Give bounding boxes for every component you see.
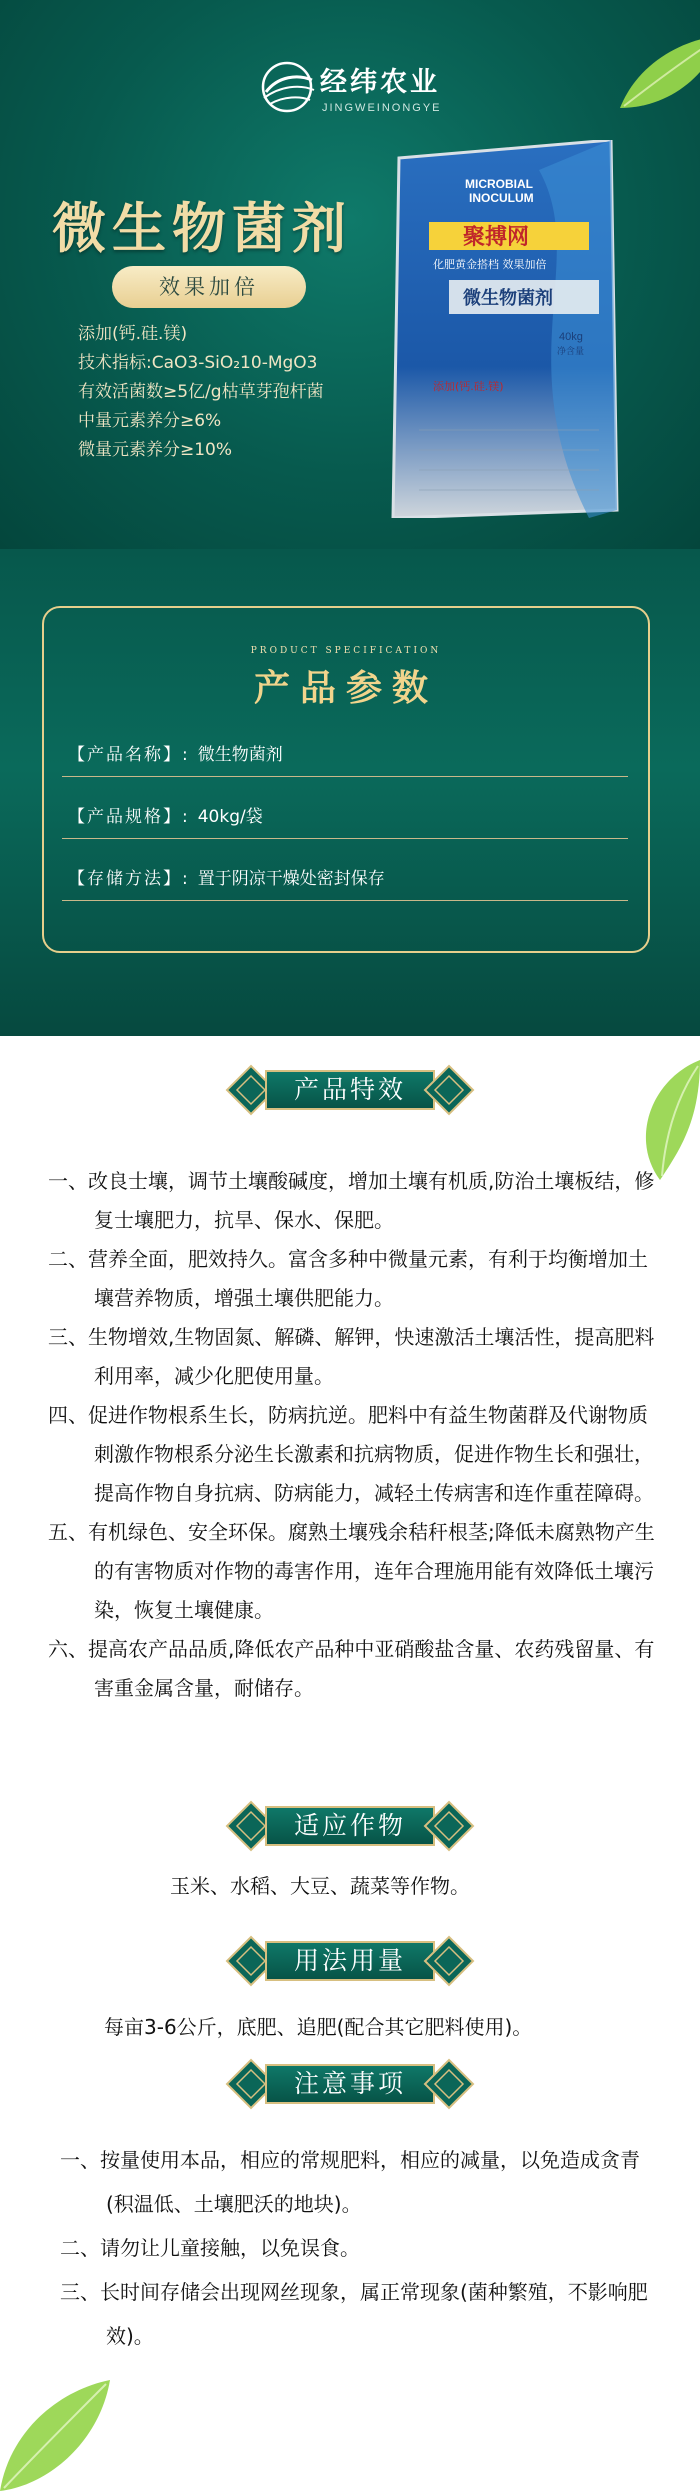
feature-item: 五、有机绿色、安全环保。腐熟土壤残余秸秆根茎;降低未腐熟物产生的有害物质对作物的毒害作用，连年合理施用能有效降低土壤污染，恢复土壤健康。 [48,1520,655,1622]
spec-row-size [62,795,628,839]
bag-label-en1: MICROBIAL [465,177,533,191]
hero-spec-list [78,320,324,465]
spec-value: 40kg/袋 [197,807,263,827]
brand-name-en: JINGWEINONGYE [322,102,442,114]
usage-text: 每亩3-6公斤，底肥、追肥(配合其它肥料使用)。 [104,2015,533,2039]
feature-item: 六、提高农产品品质,降低农产品种中亚硝酸盐含量、农药残留量、有害重金属含量，耐储存。 [48,1637,655,1700]
spec-line: 中量元素养分≥6% [78,411,222,431]
notes-heading-ribbon [225,2058,475,2110]
spec-row-name [62,733,628,777]
crops-heading: 适应作物 [293,1811,406,1840]
spec-key: 【产品规格】: [68,807,190,827]
brand-logo [258,58,458,118]
bag-product: 微生物菌剂 [463,288,553,309]
bag-net: 净含量 [557,347,585,357]
spec-title-cn: 产品参数 [253,667,438,709]
spec-line: 技术指标:CaO3-SiO₂10-MgO3 [78,353,318,373]
features-heading-ribbon [225,1064,475,1116]
feature-item: 四、促进作物根系生长，防病抗逆。肥料中有益生物菌群及代谢物质刺激作物根系分泌生长激素和抗病物质，促进作物生长和强壮，提高作物自身抗病、防病能力，减轻土传病害和连作重茬障碍。 [48,1403,654,1505]
features-list [48,1162,660,1708]
note-item: 一、按量使用本品，相应的常规肥料，相应的减量，以免造成贪青(积温低、土壤肥沃的地块)。 [60,2148,640,2216]
usage-heading: 用法用量 [293,1946,406,1975]
spec-value: 置于阴凉干燥处密封保存 [197,869,385,889]
spec-value: 微生物菌剂 [197,745,283,765]
spec-line: 微量元素养分≥10% [78,440,233,460]
note-item: 三、长时间存储会出现网丝现象，属正常现象(菌种繁殖，不影响肥效)。 [60,2280,648,2348]
crops-heading-ribbon [225,1800,475,1852]
notes-list [60,2138,660,2358]
features-heading: 产品特效 [293,1075,406,1104]
bag-strip: 化肥黄金搭档 效果加倍 [433,258,547,271]
notes-heading: 注意事项 [293,2069,406,2098]
hero-title: 微生物菌剂 [52,197,352,260]
effect-badge: 效果加倍 [112,266,306,308]
spec-title-en: PRODUCT SPECIFICATION [250,646,442,656]
feature-item: 二、营养全面，肥效持久。富含多种中微量元素，有利于均衡增加土壤营养物质，增强土壤供肥能力。 [48,1247,648,1310]
ornament-right-icon [423,1935,475,1987]
ornament-right-icon [423,2058,475,2110]
spec-row-storage [62,857,628,901]
product-bag-image [389,140,619,518]
leaf-decoration-icon [0,2360,110,2491]
bag-add: 添加(钙.硅.镁) [433,380,504,393]
leaf-decoration-icon [600,28,700,118]
spec-card [42,606,650,953]
ornament-right-icon [423,1064,475,1116]
brand-name-cn: 经纬农业 [320,67,440,98]
spec-line: 添加(钙.硅.镁) [78,324,188,344]
bag-brand: 聚搏网 [463,225,530,250]
feature-item: 一、改良士壤，调节土壤酸碱度，增加土壤有机质,防治土壤板结，修复士壤肥力，抗旱、保水、保肥。 [48,1169,655,1232]
spec-line: 有效活菌数≥5亿/g枯草芽孢杆菌 [78,382,324,402]
spec-key: 【产品名称】: [68,745,190,765]
ornament-right-icon [423,1800,475,1852]
spec-key: 【存储方法】: [68,869,190,889]
crops-text: 玉米、水稻、大豆、蔬菜等作物。 [170,1874,470,1898]
note-item: 二、请勿让儿童接触，以免误食。 [60,2236,360,2260]
globe-swirl-icon [258,58,316,116]
product-spec-section [0,549,700,1036]
usage-heading-ribbon [225,1935,475,1987]
feature-item: 三、生物增效,生物固氮、解磷、解钾，快速激活土壤活性，提高肥料利用率，减少化肥使用量。 [48,1325,655,1388]
bag-label-en2: INOCULUM [469,191,534,205]
bag-weight: 40kg [559,331,583,343]
hero-banner [0,0,700,549]
